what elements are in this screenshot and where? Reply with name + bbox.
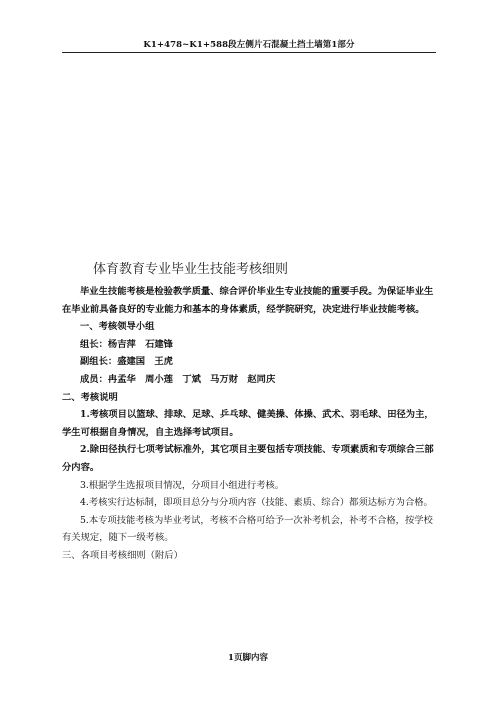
instruction-item-3: 3.根据学生选报项目情况，分项目小组进行考核。 [80, 479, 285, 491]
instruction-item-5: 5.本专项技能考核为毕业考试，考核不合格可给予一次补考机会，补考不合格，按学校有关规定，随下一级考核。 [62, 514, 433, 544]
document-title: 体育教育专业毕业生技能考核细则 [93, 262, 289, 277]
section-heading-details: 三、各项目考核细则（附后） [62, 549, 183, 561]
instruction-item-2: 2.除田径执行七项考试标准外，其它项目主要包括专项技能、专项素质和专项综合三部分内容。 [62, 444, 434, 473]
page-footer: 1页脚内容 [228, 653, 268, 663]
document-body [62, 283, 436, 565]
section-heading-instructions: 二、考核说明 [62, 391, 118, 403]
leader-line: 组长：杨吉萍 石建锋 [80, 338, 173, 350]
intro-paragraph: 毕业生技能考核是检验教学质量、综合评价毕业生专业技能的重要手段。为保证毕业生在毕业前具备良好的专业能力和基本的身体素质，经学院研究，决定进行毕业技能考核。 [62, 286, 434, 315]
instruction-item-4: 4.考核实行达标制，即项目总分与分项内容（技能、素质、综合）都须达标方为合格。 [80, 497, 433, 509]
header-divider [62, 52, 436, 53]
section-heading-leadership: 一、考核领导小组 [80, 321, 155, 333]
vice-leader-line: 副组长：盛建国 王虎 [80, 356, 173, 368]
members-line: 成员：冉孟华 周小莲 丁斌 马万财 赵同庆 [80, 373, 276, 385]
instruction-item-1: 1.考核项目以篮球、排球、足球、乒乓球、健美操、体操、武术、羽毛球、田径为主，学生可根据自身情况，自主选择考试项目。 [62, 409, 434, 438]
page-header: K1+478~K1+588段左侧片石混凝土挡土墙第1部分 [143, 40, 355, 50]
